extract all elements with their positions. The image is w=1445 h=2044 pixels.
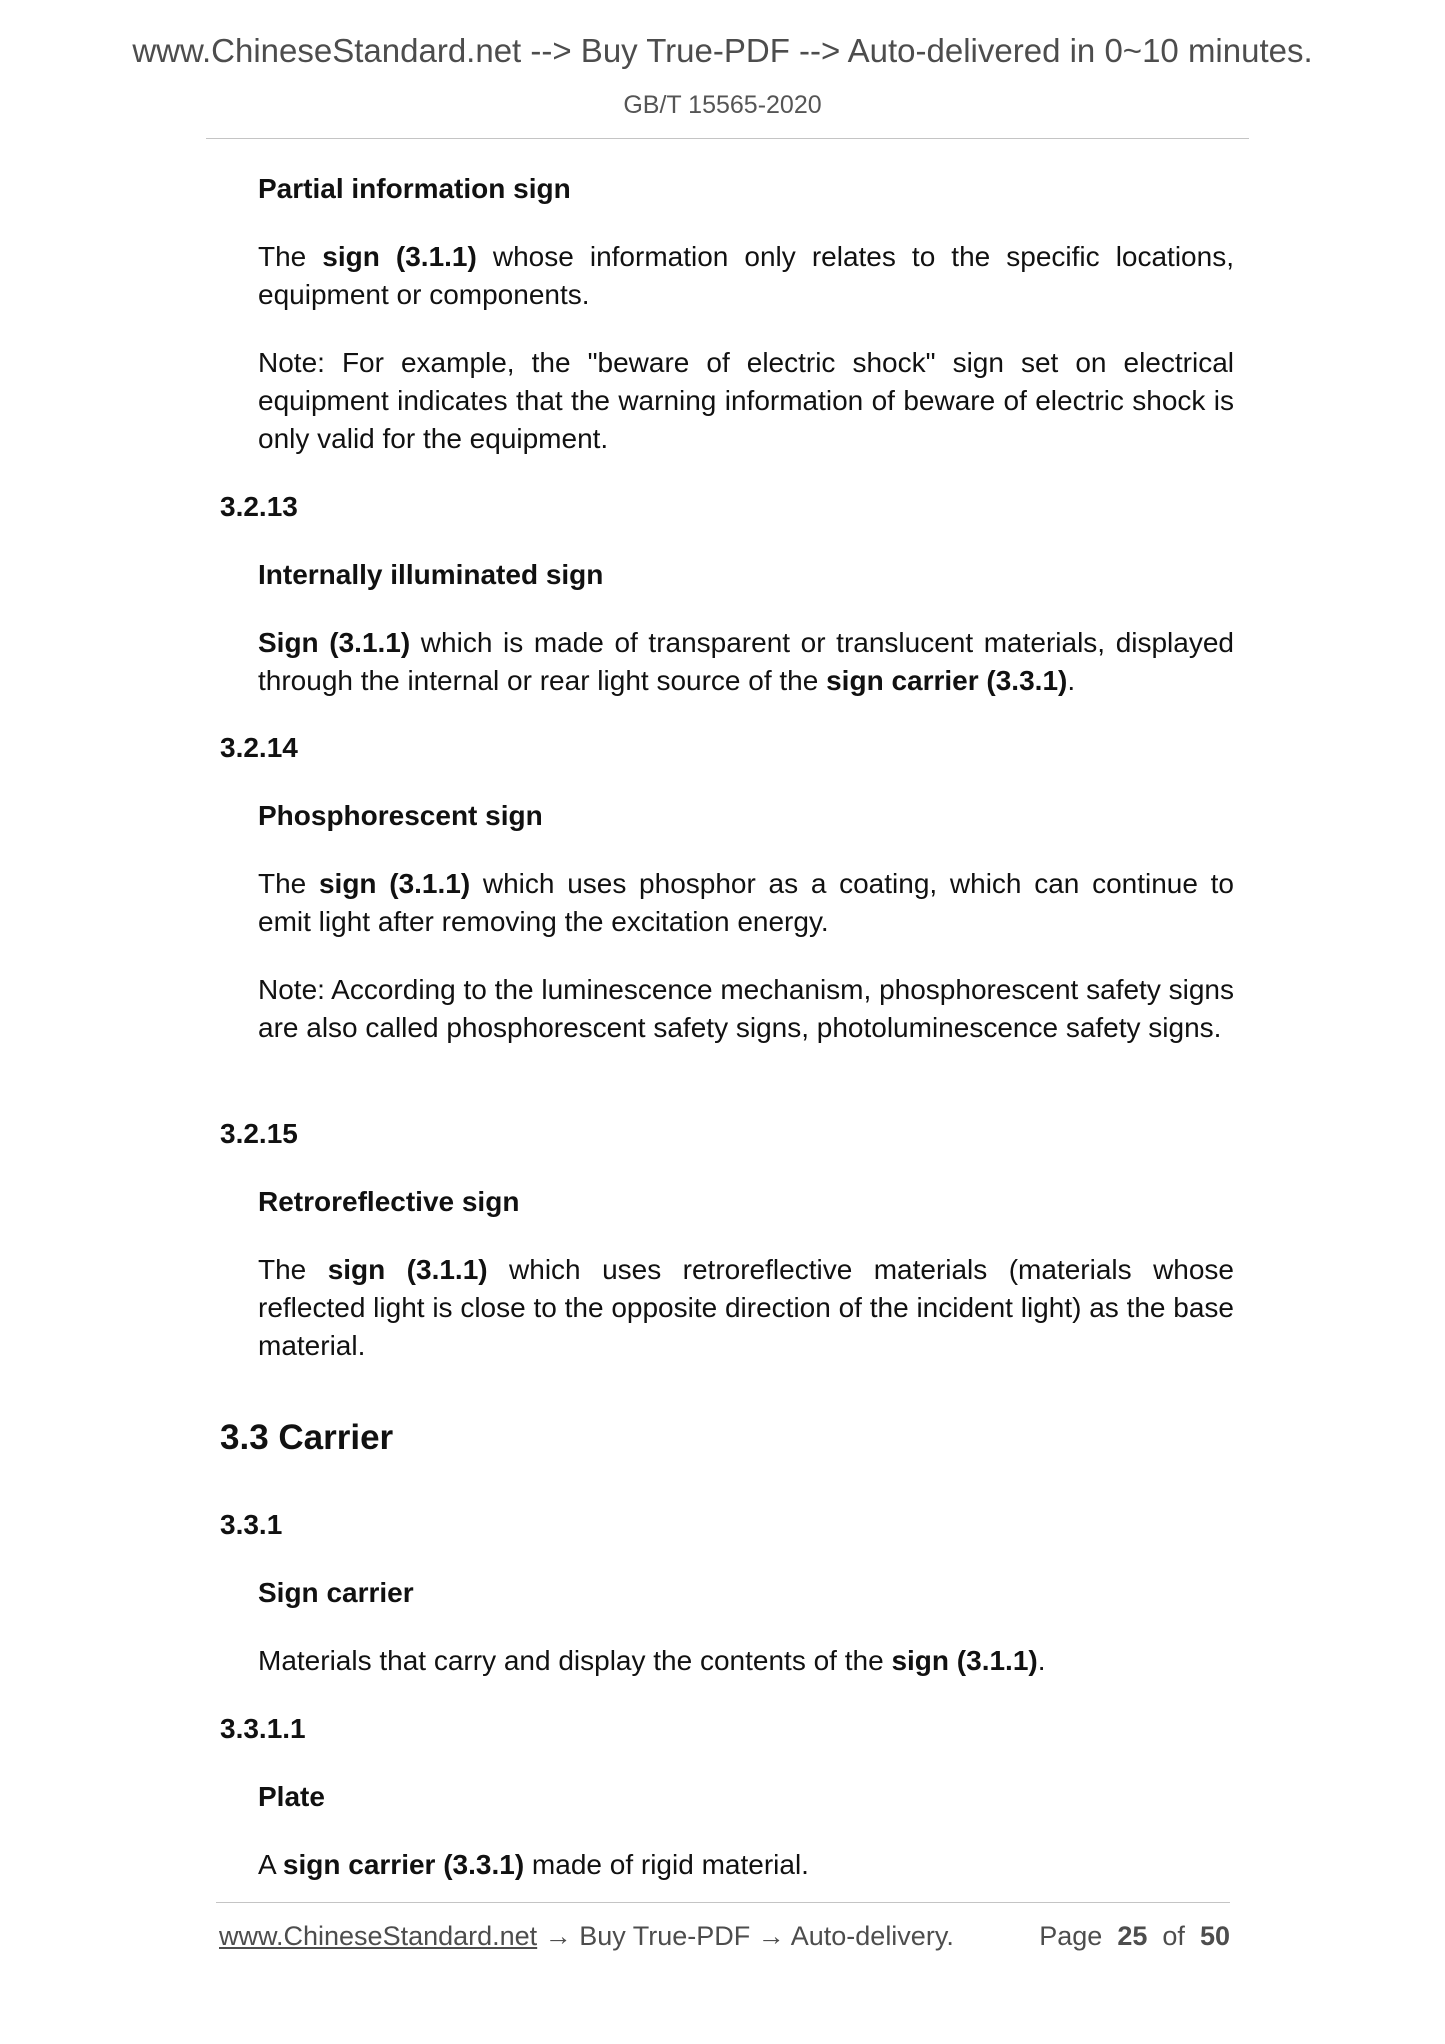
definition-partial-information-sign <box>258 238 1234 314</box>
cross-reference: sign (3.1.1) <box>891 1645 1038 1676</box>
cross-reference: sign carrier (3.3.1) <box>826 665 1068 696</box>
clause-number-3-2-14: 3.2.14 <box>220 732 298 763</box>
definition-text: The <box>258 868 319 899</box>
clause-number-3-3-1-1: 3.3.1.1 <box>220 1713 306 1744</box>
clause-number-3-2-13: 3.2.13 <box>220 491 298 522</box>
cross-reference: sign (3.1.1) <box>318 868 471 899</box>
definition-text: The <box>258 241 323 272</box>
header-banner: www.ChineseStandard.net --> Buy True-PDF --> Auto-delivered in 0~10 minutes. <box>132 32 1313 69</box>
term-retroreflective-sign: Retroreflective sign <box>258 1186 520 1217</box>
term-partial-information-sign: Partial information sign <box>258 173 571 204</box>
definition-text: The <box>258 1254 328 1285</box>
term-phosphorescent-sign: Phosphorescent sign <box>258 800 543 831</box>
header-divider <box>206 138 1249 139</box>
footer-divider <box>216 1902 1230 1903</box>
total-pages-number: 50 <box>1199 1921 1230 1951</box>
of-label: of <box>1162 1921 1185 1951</box>
note-phosphorescent-sign: Note: According to the luminescence mechanism, phosphorescent safety signs are also called phosphorescent safety signs, photoluminescence safety signs. <box>258 974 1234 1043</box>
definition-sign-carrier <box>258 1642 1234 1680</box>
definition-text: . <box>1037 1645 1046 1676</box>
definition-text: . <box>1067 665 1076 696</box>
definition-text: made of rigid material. <box>524 1849 809 1880</box>
definition-retroreflective-sign <box>258 1251 1234 1365</box>
page-label: Page <box>1039 1921 1103 1951</box>
definition-phosphorescent-sign <box>258 865 1234 941</box>
current-page-number: 25 <box>1117 1921 1148 1951</box>
definition-text: which is made of transparent or translucent materials, displayed through the internal or rear light source of the <box>258 627 1234 696</box>
clause-number-3-3-1: 3.3.1 <box>220 1509 283 1540</box>
definition-text: A <box>258 1849 283 1880</box>
definition-text: whose information only relates to the specific locations, equipment or components. <box>258 241 1234 310</box>
definition-text: which uses retroreflective materials (materials whose reflected light is close to the opposite direction of the incident light) as the base material. <box>258 1254 1234 1361</box>
page-footer <box>219 1921 1230 1957</box>
definition-text: which uses phosphor as a coating, which can continue to emit light after removing the excitation energy. <box>258 868 1234 937</box>
definition-internally-illuminated-sign <box>258 624 1234 700</box>
note-partial-information-sign: Note: For example, the "beware of electric shock" sign set on electrical equipment indicates that the warning information of beware of electric shock is only valid for the equipment. <box>258 347 1234 454</box>
section-heading-3-3: 3.3 Carrier <box>220 1418 394 1457</box>
term-plate: Plate <box>258 1781 325 1812</box>
page-indicator <box>1039 1921 1230 1952</box>
term-internally-illuminated-sign: Internally illuminated sign <box>258 559 604 590</box>
definition-text: Materials that carry and display the contents of the <box>258 1645 892 1676</box>
clause-number-3-2-15: 3.2.15 <box>220 1118 298 1149</box>
cross-reference: sign carrier (3.3.1) <box>282 1849 525 1880</box>
definition-plate <box>258 1846 1234 1884</box>
footer-promo-text: → Buy True-PDF → Auto-delivery. <box>537 1921 954 1951</box>
cross-reference: Sign (3.1.1) <box>258 627 411 658</box>
term-sign-carrier: Sign carrier <box>258 1577 414 1608</box>
cross-reference: sign (3.1.1) <box>327 1254 488 1285</box>
footer-site-link[interactable]: www.ChineseStandard.net <box>219 1921 538 1951</box>
cross-reference: sign (3.1.1) <box>322 241 477 272</box>
footer-promo <box>219 1921 954 1952</box>
document-code: GB/T 15565-2020 <box>623 91 822 119</box>
